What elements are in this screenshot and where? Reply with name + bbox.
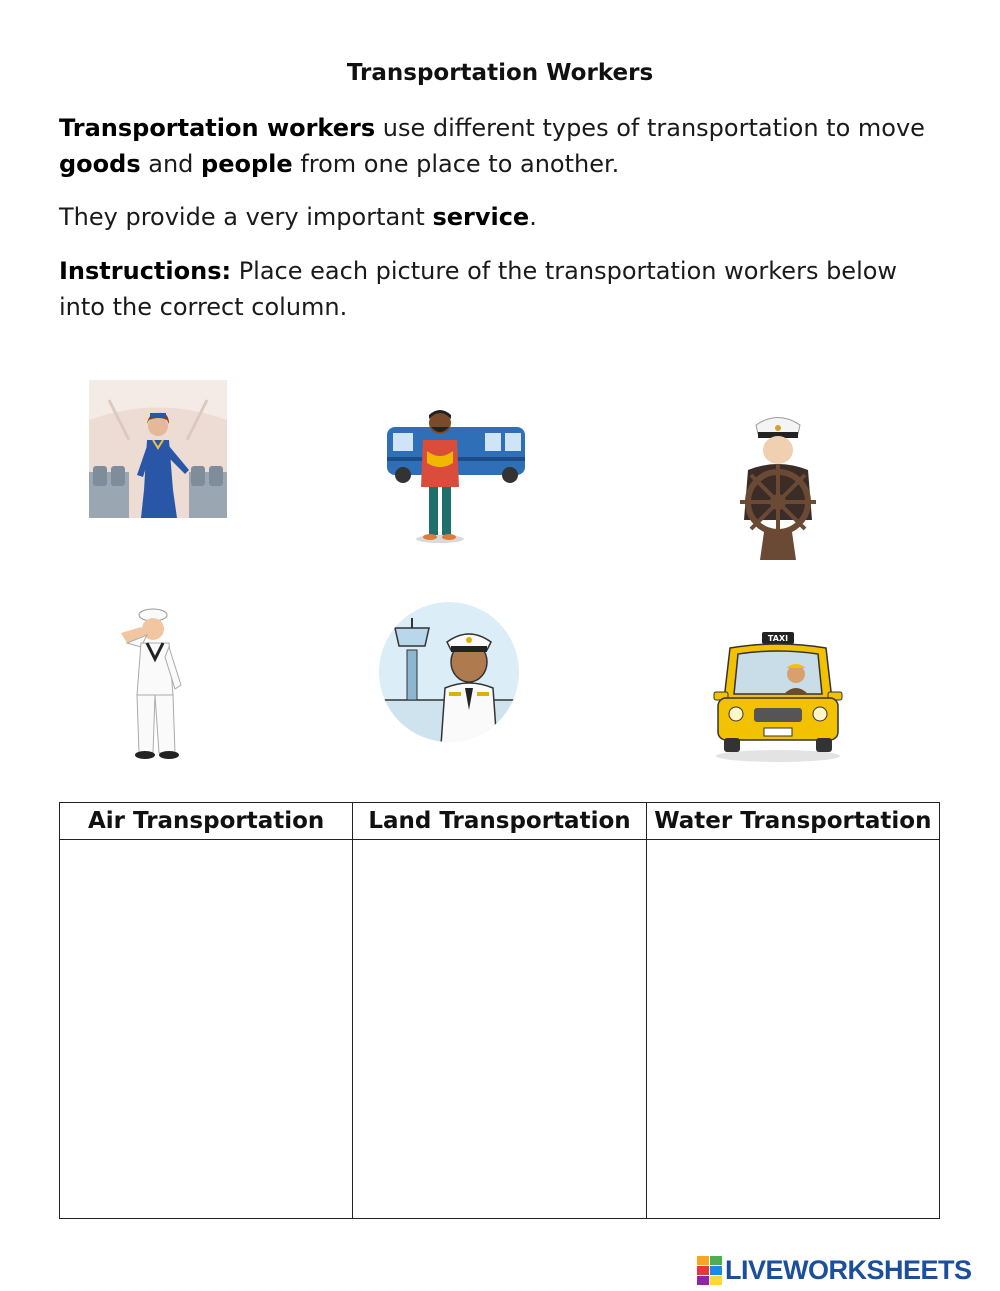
instructions-paragraph: [59, 253, 939, 325]
taxi-sign-text: TAXI: [767, 634, 789, 643]
sailor-picture[interactable]: [115, 605, 197, 760]
column-header-land: Land Transportation: [353, 803, 646, 840]
ship-captain-picture[interactable]: [728, 410, 828, 560]
service-paragraph: [59, 199, 939, 235]
sorting-table: [59, 802, 940, 1219]
logo-text: LIVEWORKSHEETS: [725, 1254, 972, 1285]
intro-bold-workers: Transportation workers: [59, 114, 376, 142]
taxi-driver-picture[interactable]: [708, 630, 848, 765]
drop-zone-land[interactable]: [353, 840, 646, 1219]
intro-text-2: and: [140, 150, 202, 178]
service-bold: service: [432, 203, 530, 231]
flight-attendant-picture[interactable]: [89, 380, 227, 518]
liveworksheets-logo: [697, 1255, 972, 1285]
drop-zone-water[interactable]: [646, 840, 939, 1219]
airline-pilot-picture[interactable]: [373, 600, 521, 745]
drop-zone-air[interactable]: [60, 840, 353, 1219]
column-header-air: Air Transportation: [60, 803, 353, 840]
service-text-2: .: [529, 203, 537, 231]
service-text-1: They provide a very important: [59, 203, 433, 231]
intro-text-3: from one place to another.: [292, 150, 620, 178]
page-title: Transportation Workers: [346, 60, 654, 86]
bus-driver-picture[interactable]: [385, 405, 530, 545]
intro-bold-people: people: [201, 150, 293, 178]
intro-text-1: use different types of transportation to move: [375, 114, 925, 142]
intro-paragraph: [59, 110, 939, 182]
column-header-water: Water Transportation: [646, 803, 939, 840]
instructions-text: Place each picture of the transportation workers below into the correct column.: [59, 257, 898, 321]
logo-blocks-icon: [697, 1256, 722, 1285]
instructions-label: Instructions:: [59, 257, 232, 285]
intro-bold-goods: goods: [59, 150, 141, 178]
